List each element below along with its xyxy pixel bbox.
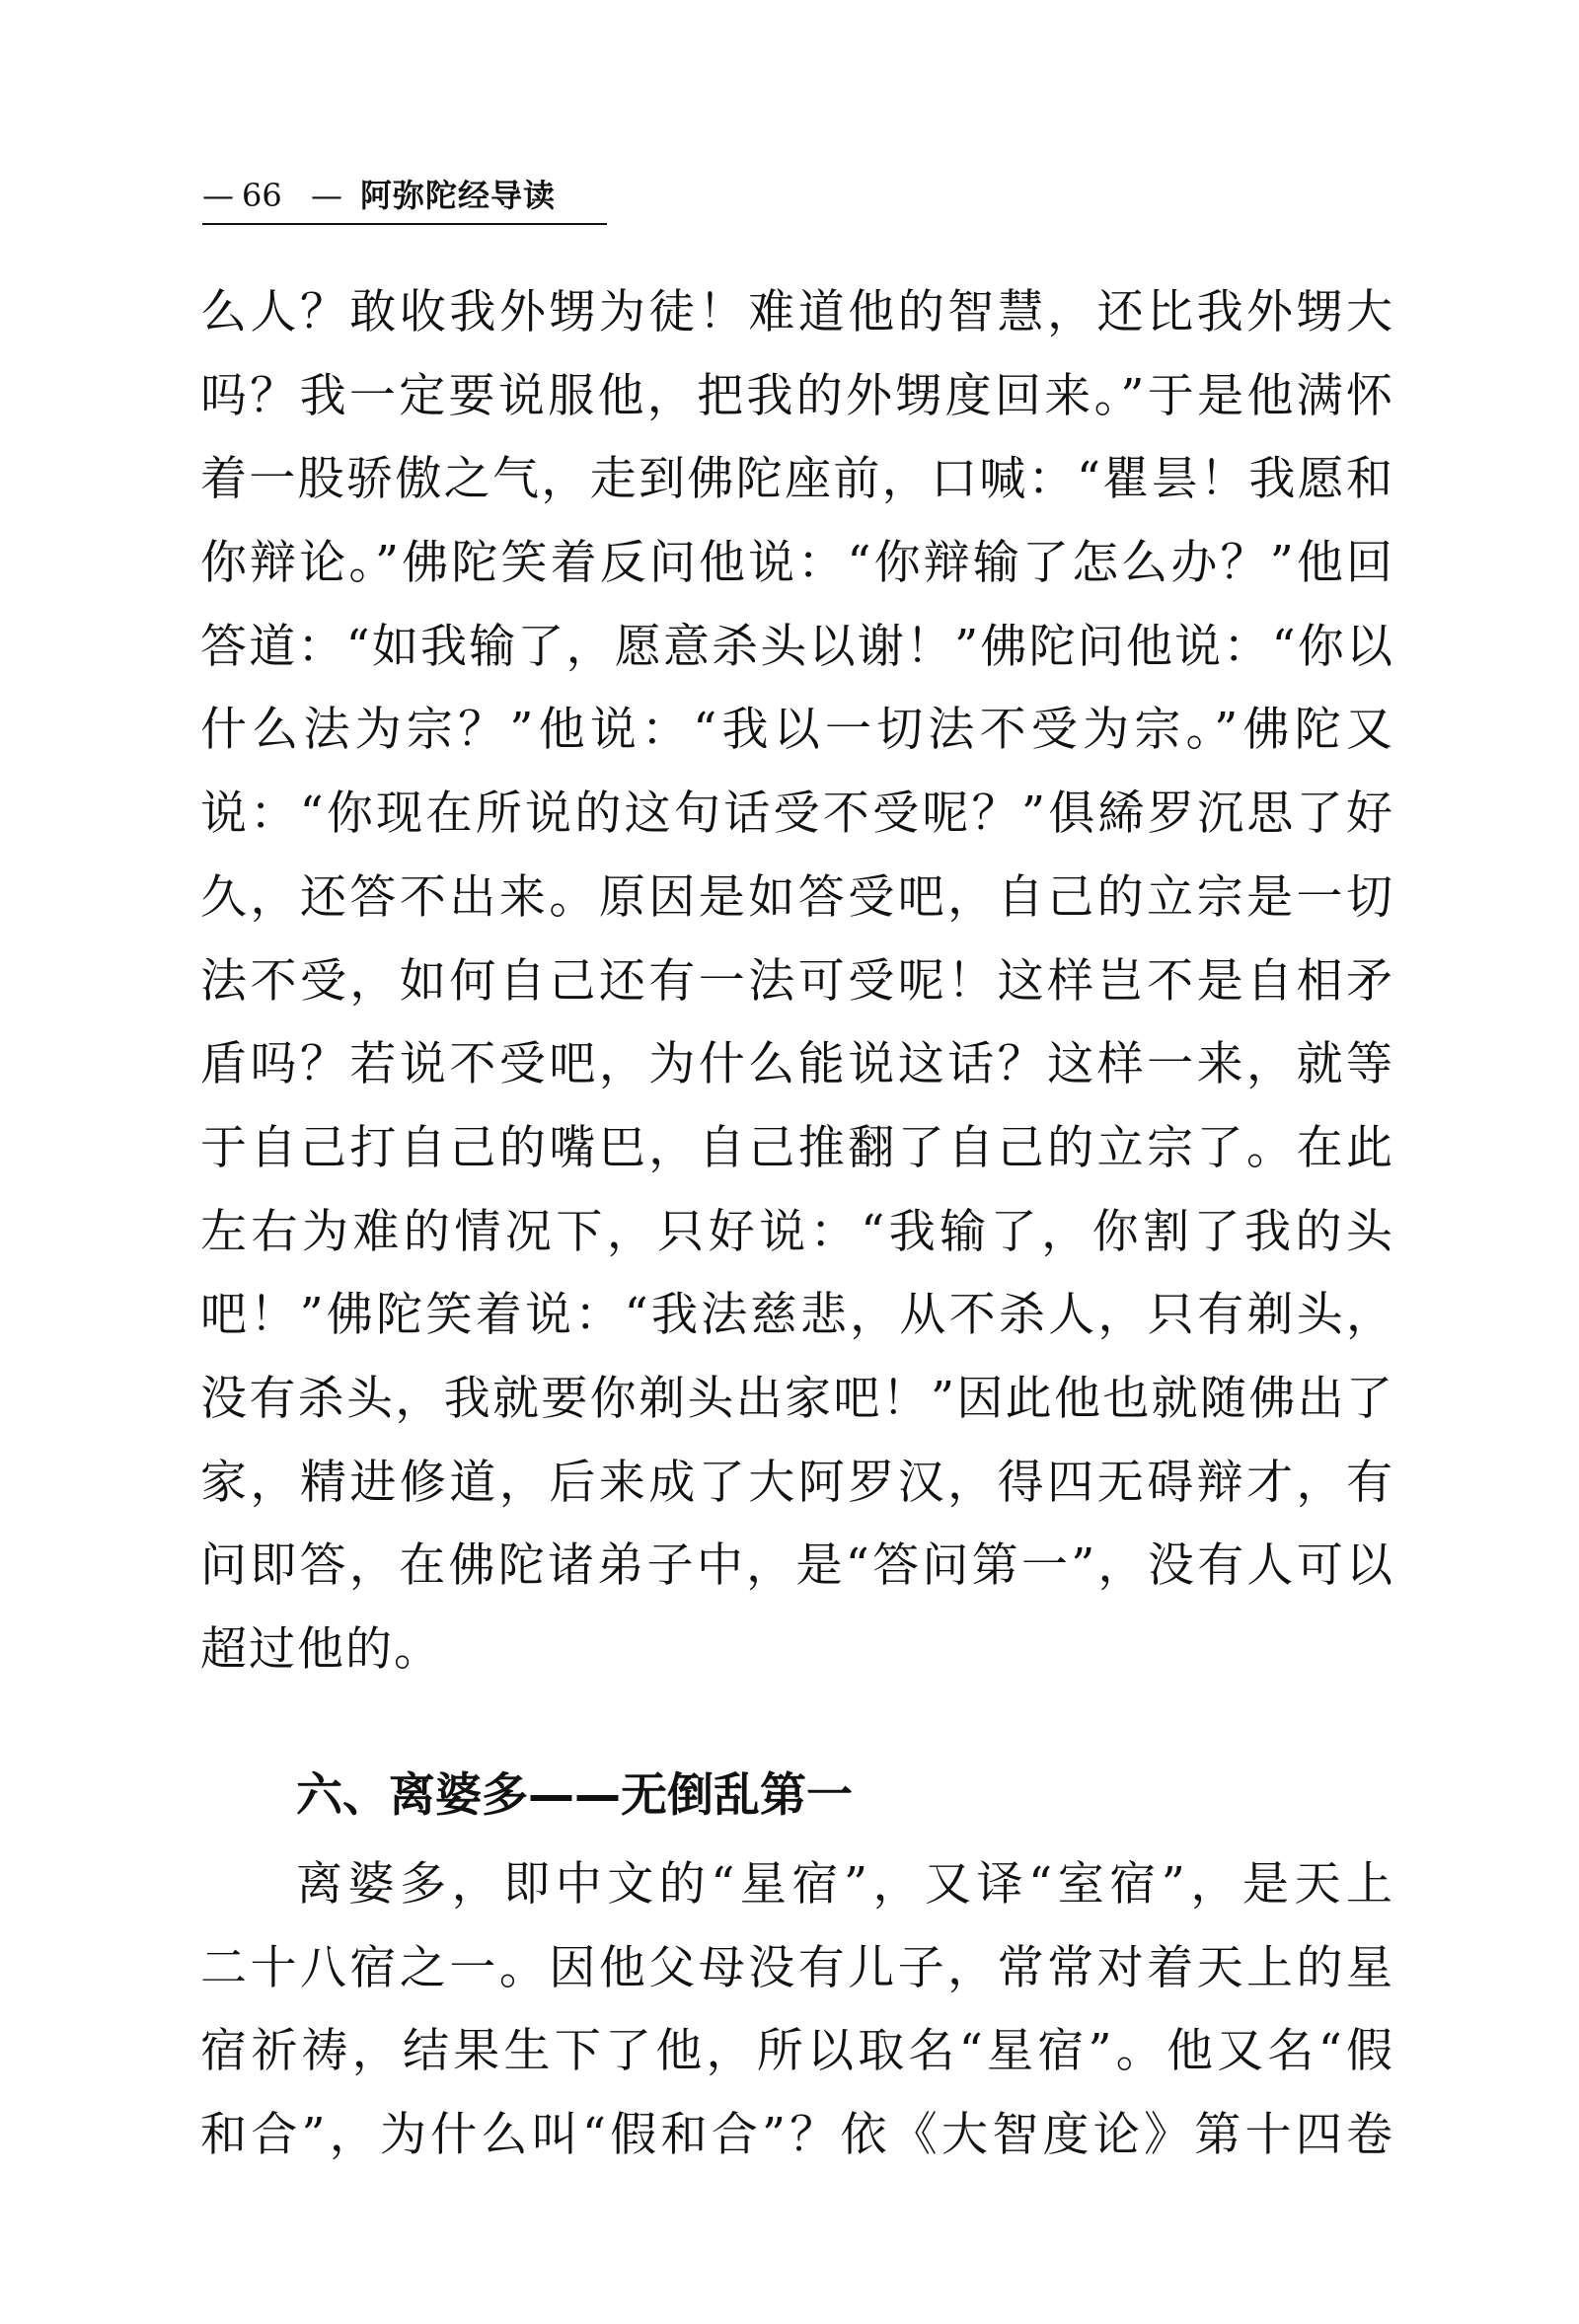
text-line: 着一股骄傲之气，走到佛陀座前，口喊：“瞿昙！我愿和	[200, 452, 1394, 507]
text-line: 法不受，如何自己还有一法可受呢！这样岂不是自相矛	[200, 953, 1394, 1009]
paragraph-1	[200, 271, 1394, 1692]
text-line: 答道：“如我输了，愿意杀头以谢！”佛陀问他说：“你以	[200, 619, 1394, 674]
text-line: 于自己打自己的嘴巴，自己推翻了自己的立宗了。在此	[200, 1120, 1394, 1175]
text-line: 家，精进修道，后来成了大阿罗汉，得四无碍辩才，有	[200, 1455, 1394, 1510]
book-title: 阿弥陀经导读	[360, 177, 557, 214]
text-line: 离婆多，即中文的“星宿”，又译“室宿”，是天上	[296, 1857, 1394, 1912]
text-line: 问即答，在佛陀诸弟子中，是“答问第一”，没有人可以	[200, 1538, 1394, 1594]
text-line: 说：“你现在所说的这句话受不受呢？”俱絺罗沉思了好	[200, 787, 1394, 842]
text-line: 左右为难的情况下，只好说：“我输了，你割了我的头	[200, 1204, 1394, 1259]
page-number: 66	[242, 177, 282, 214]
paragraph-2	[200, 1843, 1394, 2178]
header-dash-right: —	[311, 177, 342, 214]
text-line: 超过他的。	[200, 1622, 442, 1677]
running-header	[202, 176, 607, 225]
header-dash-left: —	[202, 177, 234, 214]
text-line: 什么法为宗？”他说：“我以一切法不受为宗。”佛陀又	[200, 703, 1394, 758]
text-line: 没有杀头，我就要你剃头出家吧！”因此他也就随佛出了	[200, 1371, 1394, 1426]
text-line: 久，还答不出来。原因是如答受吧，自己的立宗是一切	[200, 869, 1394, 925]
text-line: 吧！”佛陀笑着说：“我法慈悲，从不杀人，只有剃头，	[200, 1288, 1394, 1343]
text-line: 二十八宿之一。因他父母没有儿子，常常对着天上的星	[200, 1940, 1394, 1995]
text-line: 么人？敢收我外甥为徒！难道他的智慧，还比我外甥大	[200, 285, 1394, 339]
text-line: 吗？我一定要说服他，把我的外甥度回来。”于是他满怀	[200, 368, 1394, 423]
text-line: 盾吗？若说不受吧，为什么能说这话？这样一来，就等	[200, 1037, 1394, 1092]
text-line: 宿祈祷，结果生下了他，所以取名“星宿”。他又名“假	[200, 2024, 1394, 2079]
section-heading: 六、离婆多——无倒乱第一	[296, 1768, 853, 1823]
text-line: 你辩论。”佛陀笑着反问他说：“你辩输了怎么办？”他回	[200, 536, 1394, 591]
text-line: 和合”，为什么叫“假和合”？依《大智度论》第十四卷	[200, 2108, 1394, 2163]
